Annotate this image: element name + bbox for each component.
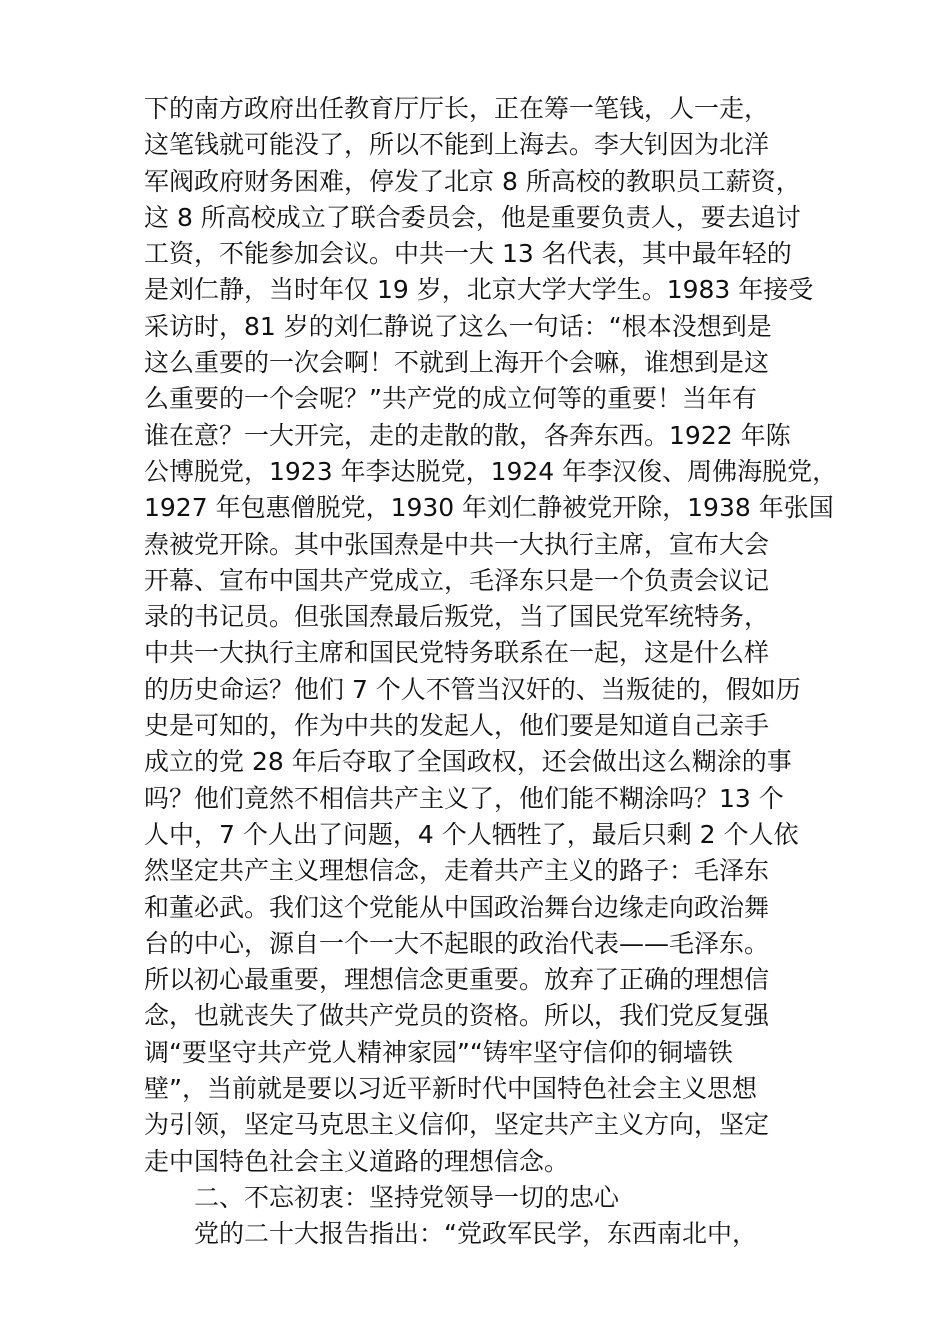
text-line: 采访时，81 岁的刘仁静说了这么一句话：“根本没想到是 [144,311,772,341]
text-line: 史是可知的，作为中共的发起人，他们要是知道自己亲手 [144,711,770,741]
text-line: 谁在意？一大开完，走的走散的散，各奔东西。1922 年陈 [144,420,791,450]
text-line: 这笔钱就可能没了，所以不能到上海去。李大钊因为北洋 [144,130,770,160]
text-line: 念，也就丧失了做共产党员的资格。所以，我们党反复强 [144,1001,770,1031]
text-line: 台的中心，源自一个一大不起眼的政治代表——毛泽东。 [144,928,770,958]
text-line: 开幕、宣布中国共产党成立，毛泽东只是一个负责会议记 [144,565,770,595]
text-line: 所以初心最重要，理想信念更重要。放弃了正确的理想信 [144,965,770,995]
text-line: 成立的党 28 年后夺取了全国政权，还会做出这么糊涂的事 [144,747,792,777]
text-line: 焘被党开除。其中张国焘是中共一大执行主席，宣布大会 [144,529,770,559]
section-heading: 二、不忘初衷：坚持党领导一切的忠心 [194,1182,620,1212]
text-line: 和董必武。我们这个党能从中国政治舞台边缘走向政治舞 [144,892,770,922]
text-line: 调“要坚守共产党人精神家园”“铸牢坚守信仰的铜墙铁 [144,1037,733,1067]
body-text [144,91,844,1253]
text-line: 为引领，坚定马克思主义信仰，坚定共产主义方向，坚定 [144,1110,770,1140]
text-line: 1927 年包惠僧脱党，1930 年刘仁静被党开除，1938 年张国 [144,493,834,523]
text-line: 吗？他们竟然不相信共产主义了，他们能不糊涂吗？13 个 [144,783,784,813]
text-line: 公博脱党，1923 年李达脱党，1924 年李汉俊、周佛海脱党， [144,456,838,486]
text-line: 这么重要的一次会啊！不就到上海开个会嘛，谁想到是这 [144,348,770,378]
text-line: 壁”，当前就是要以习近平新时代中国特色社会主义思想 [144,1074,757,1104]
text-line: 军阀政府财务困难，停发了北京 8 所高校的教职员工薪资， [144,166,801,196]
text-line: 录的书记员。但张国焘最后叛党，当了国民党军统特务， [144,602,770,632]
text-line: 这 8 所高校成立了联合委员会，他是重要负责人，要去追讨 [144,202,801,232]
text-line: 中共一大执行主席和国民党特务联系在一起，这是什么样 [144,638,770,668]
text-line: 人中，7 个人出了问题，4 个人牺牲了，最后只剩 2 个人依 [144,819,799,849]
text-line: 然坚定共产主义理想信念，走着共产主义的路子：毛泽东 [144,856,770,886]
text-line: 走中国特色社会主义道路的理想信念。 [144,1146,570,1176]
text-line: 么重要的一个会呢？”共产党的成立何等的重要！当年有 [144,384,757,414]
text-line: 是刘仁静，当时年仅 19 岁，北京大学大学生。1983 年接受 [144,275,814,305]
text-line: 工资，不能参加会议。中共一大 13 名代表，其中最年轻的 [144,239,792,269]
paragraph-start: 党的二十大报告指出：“党政军民学，东西南北中， [194,1219,757,1249]
text-line: 下的南方政府出任教育厅厅长，正在筹一笔钱，人一走， [144,94,770,123]
text-line: 的历史命运？他们 7 个人不管当汉奸的、当叛徒的，假如历 [144,674,801,704]
